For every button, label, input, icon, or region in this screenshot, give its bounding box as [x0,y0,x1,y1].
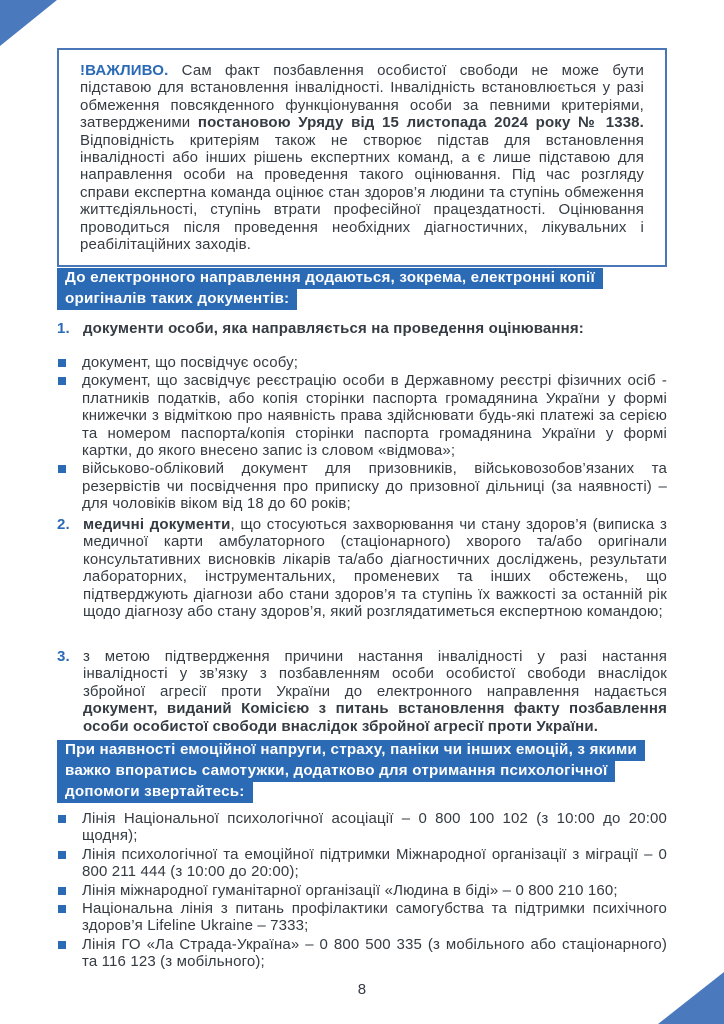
text-segment: Лінія Національної психологічної асоціації – 0 800 100 102 (з 10:00 до 20:00 щодня); [82,810,667,845]
item-text [83,516,667,620]
bullet-text [82,354,667,371]
item-number: 1. [57,320,70,337]
bullet-square-icon [58,941,66,949]
bullet-item [57,354,667,371]
text-segment: військово-обліковий документ для призовників, військовозобов’язаних та резервістів чи посвідчення про приписку до призовної дільниці (за наявності) – для чоловіків віком від 18 до 60 років; [82,460,667,513]
bullet-square-icon [58,851,66,859]
bullet-square-icon [58,465,66,473]
bullet-list-hotlines [57,810,667,972]
numbered-item-2 [57,516,667,620]
bullet-list-person-documents [57,354,667,514]
item-number: 3. [57,648,70,665]
text-segment: документ, виданий Комісією з питань встановлення факту позбавлення особи особистої свободи внаслідок збройної агресії проти України. [83,700,667,735]
section-heading-documents [57,268,667,310]
text-segment: !ВАЖЛИВО. [80,62,169,79]
heading-line-text: важко впоратись самотужки, додатково для отримання психологічної [57,761,615,782]
bullet-text [82,810,667,845]
text-segment: Лінія міжнародної гуманітарної організації «Людина в біді» – 0 800 210 160; [82,881,618,899]
bullet-item [57,846,667,881]
bullet-square-icon [58,359,66,367]
heading-line-text: допомоги звертайтесь: [57,782,253,803]
text-segment: , що стосуються захворювання чи стану здоров’я (виписка з медичної карти амбулаторного (стаціонарного) хворого та/або оригінали консультативних висновків лікарів та/або діагностичних досліджень, результати лабораторних, інструментальних, променевих та інших обстежень, що підтверджують діагнози або стани здоров’я та ступінь їх важкості за останній рік щодо діагнозу або стану здоров’я, який розглядатиметься експертною командою; [83,516,667,621]
bullet-text [82,936,667,971]
text-segment: постановою Уряду від 15 листопада 2024 року № 1338. [197,114,644,132]
heading-line [57,782,667,803]
item-number: 2. [57,516,70,533]
text-segment: Лінія ГО «Ла Страда-Україна» – 0 800 500 335 (з мобільного або стаціонарного) та 116 123 (з мобільного); [82,935,667,971]
text-segment: документ, що посвідчує особу; [82,354,299,371]
bullet-square-icon [58,887,66,895]
text-segment: Лінія психологічної та емоційної підтримки Міжнародної організації з міграції – 0 800 211 444 (з 10:00 до 20:00); [82,845,667,881]
text-segment: документ, що засвідчує реєстрацію особи в Державному реєстрі фізичних осіб - платників податків, або копія сторінки паспорта громадянина України у формі книжечки з відміткою про наявність права здійснювати будь-які платежі за серією та номером паспорта/копія сторінки паспорта громадянина України у формі картки, до якого внесено запис із словом «відмова»; [82,372,667,460]
bullet-square-icon [58,815,66,823]
bullet-text [82,460,667,512]
text-segment: з метою підтвердження причини настання інвалідності у разі настання інвалідності у зв’язку з позбавленням особи особистої свободи внаслідок збройної агресії проти України до електронного направлення надається [83,648,667,700]
text-segment: медичні документи [83,516,231,533]
text-segment: Національна лінія з питань профілактики самогубства та підтримки психічного здоров’я Lifeline Ukraine – 7333; [82,900,667,935]
heading-line [57,268,667,289]
numbered-item-3 [57,648,667,735]
bullet-item [57,882,667,899]
bullet-text [82,882,667,899]
item-text [83,320,667,337]
bullet-item [57,900,667,935]
heading-line-text: При наявності емоційної напруги, страху, паніки чи інших емоцій, з якими [57,740,645,761]
section-heading-psych-help [57,740,667,803]
heading-line-text: оригіналів таких документів: [57,289,297,310]
important-notice-box [57,48,667,267]
page-number: 8 [357,981,367,998]
item-text [83,648,667,735]
heading-line-text: До електронного направлення додаються, зокрема, електронні копії [57,268,603,289]
text-segment: Сам факт позбавлення особистої свободи не може бути підставою для встановлення інвалідності. Інвалідність встановлюється у разі обмеження повсякденного функціонування особи за певними критеріями, затвердженими [80,62,644,132]
bullet-square-icon [58,377,66,385]
bullet-text [82,846,667,881]
bullet-item [57,460,667,512]
corner-triangle-top-left [0,0,57,46]
text-segment: Відповідність критеріям також не створює підстав для встановлення інвалідності або інших рішень експертних команд, а є лише підставою для направлення особи на проведення такого оцінювання. Під час розгляду справи експертна команда оцінює стан здоров’я людини та ступінь обмеження життєдіяльності, ступінь втрати професійної працездатності. Оцінювання проводиться після проведення необхідних діагностичних, лікувальних і реабілітаційних заходів. [80,131,644,254]
bullet-item [57,372,667,459]
heading-line [57,289,667,310]
numbered-item-1 [57,320,667,337]
bullet-item [57,810,667,845]
text-segment: документи особи, яка направляється на проведення оцінювання: [83,320,584,337]
bullet-item [57,936,667,971]
bullet-text [82,900,667,935]
bullet-text [82,372,667,459]
heading-line [57,740,667,761]
bullet-square-icon [58,905,66,913]
heading-line [57,761,667,782]
